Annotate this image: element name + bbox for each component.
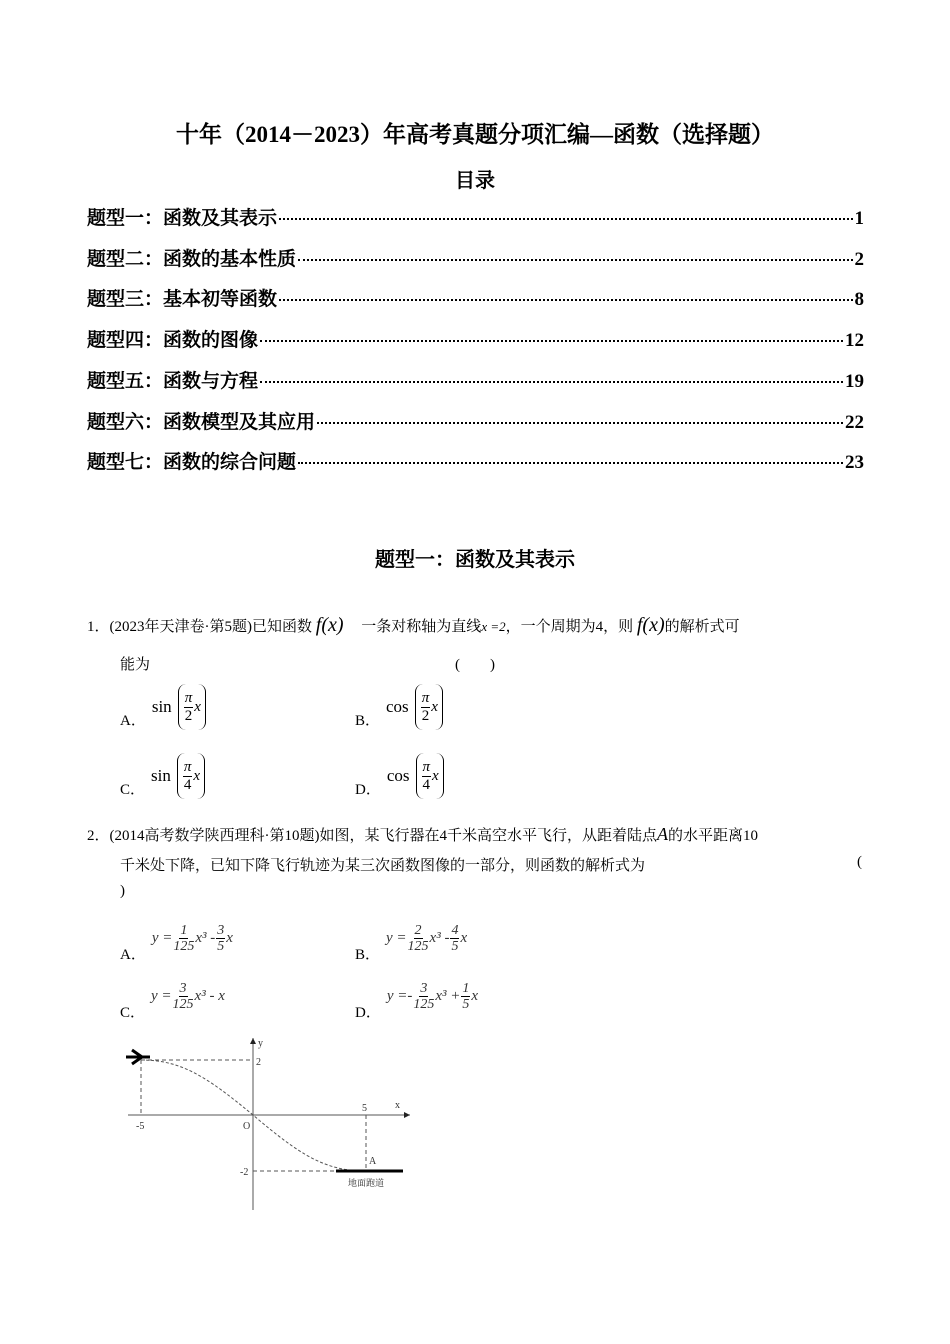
denominator: 125: [172, 997, 194, 1012]
option-letter: C．: [120, 1005, 146, 1021]
math-var: x: [193, 767, 201, 784]
math-fx: f(x): [315, 614, 344, 636]
numerator: 2: [414, 923, 422, 938]
option-b: [355, 913, 467, 964]
tick-5: 5: [362, 1103, 367, 1114]
numerator: 3: [217, 923, 225, 938]
math-fn: cos: [386, 766, 410, 785]
document-title: 十年（2014－2023）年高考真题分项汇编—函数（选择题）: [176, 122, 774, 147]
option-letter: B．: [355, 712, 381, 729]
toc-item-label: 题型七：函数的综合问题: [87, 452, 297, 474]
option-letter: B．: [355, 947, 381, 963]
option-a: [120, 684, 206, 730]
toc-leader-dots: [298, 462, 843, 464]
toc-item[interactable]: [87, 366, 864, 393]
option-d: [355, 753, 444, 799]
denominator: 5: [217, 939, 225, 954]
denominator: 2: [421, 707, 430, 724]
toc-item-label: 题型五：函数与方程: [87, 370, 259, 392]
numerator: π: [183, 758, 192, 775]
denominator: 125: [413, 997, 435, 1012]
math-var: x: [432, 767, 439, 784]
toc-item[interactable]: [87, 407, 864, 434]
numerator: 1: [180, 923, 188, 938]
toc-leader-dots: [298, 259, 852, 261]
toc-leader-dots: [260, 381, 843, 383]
text: 能为: [120, 657, 151, 673]
toc-item-label: 题型一：函数及其表示: [87, 208, 278, 229]
math-var: x: [194, 698, 201, 715]
toc-item-page: 22: [845, 411, 864, 433]
question-number: 1．: [87, 619, 110, 635]
toc-item-label: 题型四：函数的图像: [87, 330, 259, 352]
point-a-label: A: [369, 1156, 377, 1167]
math-term: x³ -: [429, 930, 450, 946]
math-lhs: y =: [151, 988, 172, 1004]
denominator: 2: [184, 707, 193, 724]
toc-item-page: 2: [854, 248, 864, 270]
math-lhs: y =-: [386, 988, 413, 1004]
section-title: 题型一：函数及其表示: [375, 549, 575, 571]
flight-path-figure: [110, 1030, 420, 1220]
option-d: [355, 971, 478, 1022]
question-source: (2014高考数学陕西理科·第10题): [109, 828, 320, 844]
numerator: π: [184, 689, 193, 706]
text: 如图，某飞行器在4千米高空水平飞行，从距着陆点: [319, 828, 658, 844]
option-b: [355, 684, 443, 730]
denominator: 4: [422, 776, 431, 793]
math-A: A: [657, 824, 669, 844]
answer-blank-open: (: [857, 854, 862, 870]
option-letter: D．: [355, 781, 381, 798]
toc-item[interactable]: [87, 203, 864, 230]
denominator: 5: [462, 997, 470, 1012]
toc-item[interactable]: [87, 244, 864, 271]
toc-leader-dots: [279, 299, 852, 301]
toc-heading: 目录: [455, 170, 495, 192]
toc-item-page: 1: [854, 208, 864, 229]
option-a: [120, 913, 233, 964]
numerator: 3: [420, 981, 428, 996]
toc-leader-dots: [279, 218, 852, 220]
option-letter: C．: [120, 781, 146, 798]
toc-item-page: 12: [845, 330, 864, 352]
question-2: [87, 824, 758, 845]
math-term: x³ -: [195, 930, 216, 946]
denominator: 125: [173, 939, 195, 954]
denominator: 5: [451, 939, 459, 954]
toc-item[interactable]: [87, 325, 864, 352]
text: 的水平距离10: [668, 828, 759, 844]
denominator: 4: [183, 776, 192, 793]
text: ，一个周期为4，则: [505, 619, 634, 635]
math-fn: sin: [151, 697, 172, 716]
text: 千米处下降，已知下降飞行轨迹为某三次函数图像的一部分，则函数的解析式为: [120, 858, 646, 874]
math-fn: sin: [151, 766, 171, 785]
math-term: x³ - x: [194, 988, 225, 1004]
math-fx: f(x): [636, 614, 665, 636]
math-var: x: [431, 698, 438, 715]
airplane-icon: [126, 1050, 150, 1064]
numerator: π: [422, 758, 431, 775]
text: 已知函数: [252, 619, 313, 635]
tick-2: 2: [256, 1057, 261, 1068]
math-var: x: [460, 930, 468, 946]
numerator: 1: [462, 981, 470, 996]
question-1: [87, 614, 740, 637]
option-c: [120, 971, 225, 1022]
option-letter: A．: [120, 712, 146, 729]
answer-blank-close: ): [120, 883, 125, 899]
option-c: [120, 753, 205, 799]
numerator: 3: [179, 981, 187, 996]
toc-item-page: 8: [854, 289, 864, 311]
toc-item-label: 题型二：函数的基本性质: [87, 248, 297, 270]
toc-leader-dots: [260, 340, 843, 342]
math-var: x: [471, 988, 479, 1004]
toc-item-label: 题型六：函数模型及其应用: [87, 411, 316, 433]
y-axis-label: y: [258, 1038, 263, 1049]
option-letter: A．: [120, 947, 146, 963]
toc-item[interactable]: [87, 284, 864, 311]
tick-minus-5: -5: [136, 1121, 145, 1132]
math-eq: x =2: [481, 619, 506, 634]
toc-item-page: 19: [845, 370, 864, 392]
toc-item-label: 题型三：基本初等函数: [87, 289, 278, 311]
x-axis-label: x: [395, 1100, 400, 1111]
math-lhs: y =: [151, 930, 173, 946]
math-term: x³ +: [435, 988, 461, 1004]
math-fn: cos: [386, 697, 409, 716]
numerator: 4: [451, 923, 459, 938]
text: 的解析式可: [664, 619, 740, 635]
tick-minus-2: -2: [240, 1167, 249, 1178]
toc-item[interactable]: [87, 447, 864, 474]
origin-label: O: [243, 1121, 251, 1132]
denominator: 125: [407, 939, 429, 954]
toc-item-page: 23: [845, 452, 864, 474]
toc-leader-dots: [317, 422, 843, 424]
question-source: (2023年天津卷·第5题): [109, 619, 253, 635]
option-letter: D．: [355, 1005, 381, 1021]
runway-label: 地面跑道: [348, 1179, 385, 1189]
answer-blank: ( ): [455, 657, 495, 673]
math-var: x: [226, 930, 233, 946]
numerator: π: [421, 689, 430, 706]
question-number: 2．: [87, 828, 110, 844]
math-lhs: y =: [386, 930, 407, 946]
text: 一条对称轴为直线: [361, 619, 482, 635]
